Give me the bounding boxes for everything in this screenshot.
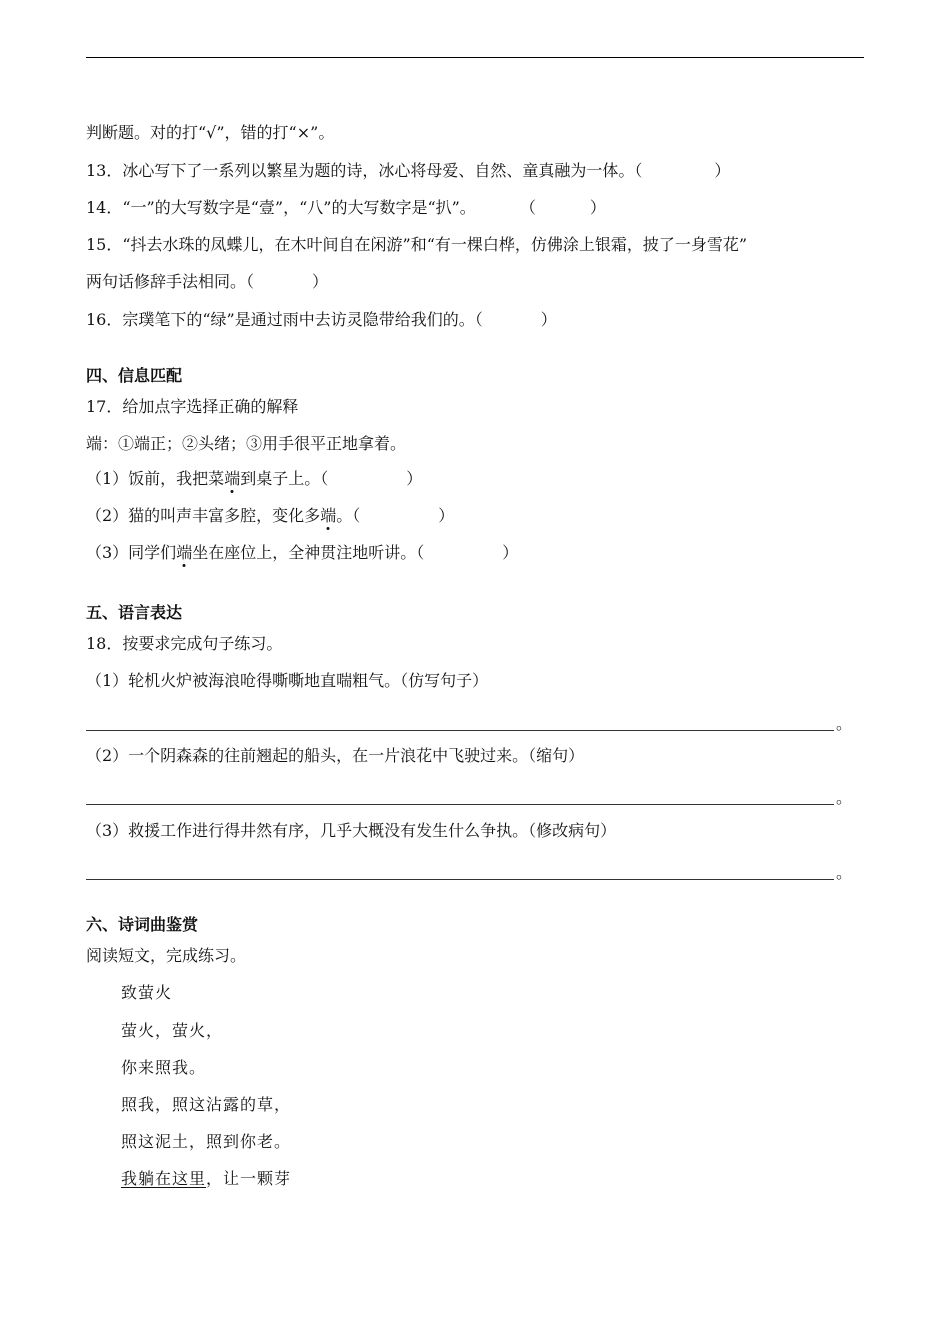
item-3: （3）救援工作进行得井然有序，几乎大概没有发生什么争执。（修改病句） xyxy=(86,821,617,840)
question-14-text: 14．“一”的大写数字是“壹”，“八”的大写数字是“扒”。 xyxy=(86,198,476,217)
sentence-3: （3）同学们端坐在座位上，全神贯注地听讲。（ ） xyxy=(86,543,519,562)
question-18: 18．按要求完成句子练习。 xyxy=(86,634,283,653)
item-2: （2）一个阴森森的往前翘起的船头，在一片浪花中飞驶过来。（缩句） xyxy=(86,746,585,765)
section-5-heading: 五、语言表达 xyxy=(86,603,183,622)
question-17: 17．给加点字选择正确的解释 xyxy=(86,397,299,416)
judge-intro: 判断题。对的打“√”，错的打“×”。 xyxy=(86,123,335,142)
poem-line: 萤火，萤火， xyxy=(121,1021,224,1040)
poem-line: 照这泥土，照到你老。 xyxy=(121,1132,292,1151)
dotted-char: 端 xyxy=(224,469,241,488)
answer-line-2[interactable] xyxy=(86,804,834,805)
underlined-phrase: 我躺在这里 xyxy=(121,1169,207,1188)
question-15-line-2: 两句话修辞手法相同。（ ） xyxy=(86,272,329,291)
question-13: 13．冰心写下了一系列以繁星为题的诗，冰心将母爱、自然、童真融为一体。（ ） xyxy=(86,161,731,180)
reading-intro: 阅读短文，完成练习。 xyxy=(86,946,247,965)
poem-line: 照我，照这沾露的草， xyxy=(121,1095,292,1114)
item-1: （1）轮机火炉被海浪呛得嘶嘶地直喘粗气。（仿写句子） xyxy=(86,671,489,690)
period: 。 xyxy=(836,714,853,733)
dotted-char: 端 xyxy=(320,506,337,525)
poem-title: 致萤火 xyxy=(121,983,173,1002)
question-15-line-1: 15．“抖去水珠的凤蝶儿，在木叶间自在闲游”和“有一棵白桦，仿佛涂上银霜，披了一身雪花” xyxy=(86,235,748,254)
sentence-1: （1）饭前，我把菜端到桌子上。（ ） xyxy=(86,469,423,488)
section-6-heading: 六、诗词曲鉴赏 xyxy=(86,915,199,934)
sentence-2: （2）猫的叫声丰富多腔，变化多端。（ ） xyxy=(86,506,455,525)
question-16: 16．宗璞笔下的“绿”是通过雨中去访灵隐带给我们的。（ ） xyxy=(86,310,557,329)
dotted-char: 端 xyxy=(176,543,193,562)
answer-line-3[interactable] xyxy=(86,879,834,880)
period: 。 xyxy=(836,788,853,807)
period: 。 xyxy=(836,863,853,882)
answer-line-1[interactable] xyxy=(86,730,834,731)
definitions: 端：①端正；②头绪；③用手很平正地拿着。 xyxy=(86,434,407,453)
poem-line: 我躺在这里，让一颗芽 xyxy=(121,1169,292,1188)
section-4-heading: 四、信息匹配 xyxy=(86,366,183,385)
question-13-text: 13．冰心写下了一系列以繁星为题的诗，冰心将母爱、自然、童真融为一体。（ xyxy=(86,161,643,180)
top-rule xyxy=(86,57,864,58)
question-14: 14．“一”的大写数字是“壹”，“八”的大写数字是“扒”。 （ ） xyxy=(86,198,606,217)
poem-line: 你来照我。 xyxy=(121,1058,207,1077)
